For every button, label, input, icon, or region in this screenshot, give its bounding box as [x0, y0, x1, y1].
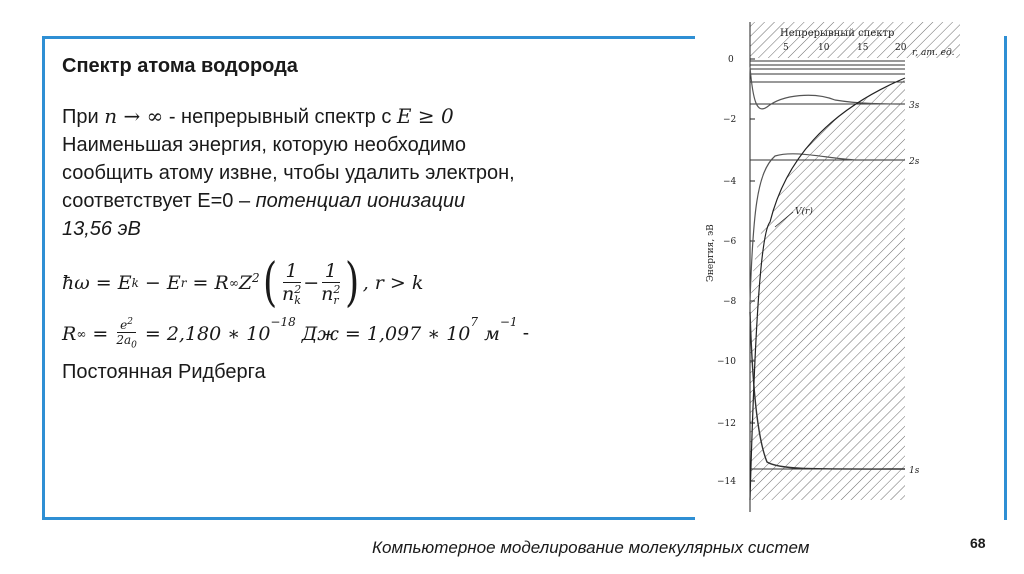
- f2-exp1: −18: [270, 315, 296, 329]
- slide-title: Спектр атома водорода: [62, 55, 298, 77]
- f1-lhs: ħω = E: [62, 272, 132, 294]
- r-tick-20: 20: [895, 43, 907, 53]
- f2-exp3: −1: [499, 315, 518, 329]
- y-tick-m4: −4: [723, 177, 737, 187]
- level-3s-label: 3s: [909, 101, 920, 111]
- text-line-2: Наименьшая энергия, которую необходимо: [62, 134, 466, 156]
- f1-sub-r: r: [180, 276, 187, 290]
- r-tick-10: 10: [818, 43, 830, 53]
- energy-diagram-svg: [695, 22, 963, 520]
- f1-nk-sub: k: [294, 294, 301, 307]
- f2-exp2: 7: [470, 315, 479, 329]
- f2-r: R: [62, 322, 77, 345]
- upper-levels: [750, 61, 905, 82]
- f2-rhs1: = 2,180 ∗ 10: [138, 322, 271, 345]
- r-axis-label: r, ат. ед.: [912, 48, 955, 58]
- f2-a: 2a: [116, 333, 132, 347]
- level-2s-label: 2s: [909, 157, 920, 167]
- f1-nk-exp: 2: [294, 283, 302, 296]
- y-tick-m12: −12: [717, 419, 736, 429]
- footer-title: Компьютерное моделирование молекулярных систем: [372, 538, 810, 557]
- potential-region: [750, 80, 905, 500]
- f2-dash: -: [517, 322, 530, 344]
- y-tick-0: 0: [728, 55, 734, 65]
- f1-inner-minus: −: [303, 272, 320, 294]
- text-line-3: сообщить атому извне, чтобы удалить электрон,: [62, 162, 515, 184]
- continuum-label: Непрерывный спектр: [780, 28, 895, 39]
- r-tick-5: 5: [783, 43, 789, 53]
- f2-frac: [116, 315, 137, 352]
- f1-frac-r-den: [321, 283, 340, 306]
- f1-z-exp: 2: [252, 271, 260, 285]
- f1-nk: n: [281, 283, 295, 305]
- slide-content: [62, 55, 662, 386]
- f2-eq: =: [86, 322, 115, 345]
- math-n-inf: n → ∞: [104, 104, 164, 128]
- f1-nr-sub: r: [333, 294, 339, 307]
- frame-right-edge: [1004, 36, 1007, 520]
- f2-rhs3: м: [478, 322, 500, 345]
- f1-frac-r: [321, 260, 340, 306]
- r-tick-15: 15: [857, 43, 869, 53]
- text-ionization: потенциал ионизации: [255, 190, 466, 212]
- f1-sub-k: k: [131, 276, 139, 290]
- y-axis-label: Энергия, эВ: [706, 224, 716, 282]
- math-e-ge-0: E ≥ 0: [396, 104, 454, 128]
- potential-label: V(r): [795, 207, 813, 217]
- text-when: При: [62, 106, 99, 128]
- f2-a-sub: 0: [131, 340, 137, 351]
- f1-nr-exp: 2: [333, 283, 341, 296]
- text-line-1: [62, 102, 662, 131]
- f1-z: Z: [238, 272, 253, 294]
- page-number: 68: [970, 535, 986, 551]
- y-tick-m8: −8: [723, 297, 737, 307]
- text-rydberg: Постоянная Ридберга: [62, 361, 266, 384]
- f1-condition: , r > k: [362, 272, 424, 294]
- f1-sub-inf: ∞: [228, 276, 239, 290]
- f1-nr: n: [321, 283, 334, 305]
- f2-frac-den: [116, 333, 137, 352]
- text-line-4: [62, 187, 662, 215]
- f1-rparen: ): [345, 253, 360, 313]
- level-1s-label: 1s: [909, 466, 920, 476]
- f1-frac-k-num: 1: [283, 260, 301, 283]
- y-ticks: [717, 55, 737, 487]
- f2-frac-num: [117, 315, 136, 333]
- f1-frac-k: [282, 260, 301, 306]
- f1-lparen: (: [262, 253, 277, 313]
- f1-eq: = R: [186, 272, 229, 294]
- y-tick-m2: −2: [723, 115, 737, 125]
- y-tick-m14: −14: [717, 477, 736, 487]
- f1-frac-k-den: [282, 283, 301, 306]
- f1-minus: − E: [138, 272, 181, 294]
- f2-sub-inf: ∞: [76, 326, 87, 341]
- y-tick-m6: −6: [723, 237, 737, 247]
- f2-e-exp: 2: [127, 317, 133, 327]
- text-e0: соответствует E=0 –: [62, 190, 256, 212]
- text-continuous: - непрерывный спектр с: [168, 106, 392, 128]
- formula-rydberg: [62, 315, 662, 352]
- formula-transition: [62, 253, 662, 313]
- f2-rhs2: Дж = 1,097 ∗ 10: [295, 322, 471, 345]
- y-tick-m10: −10: [717, 357, 736, 367]
- f2-e: e: [120, 318, 128, 332]
- energy-diagram: [695, 22, 963, 520]
- text-line-5: 13,56 эВ: [62, 218, 141, 240]
- f1-frac-r-num: 1: [322, 260, 340, 283]
